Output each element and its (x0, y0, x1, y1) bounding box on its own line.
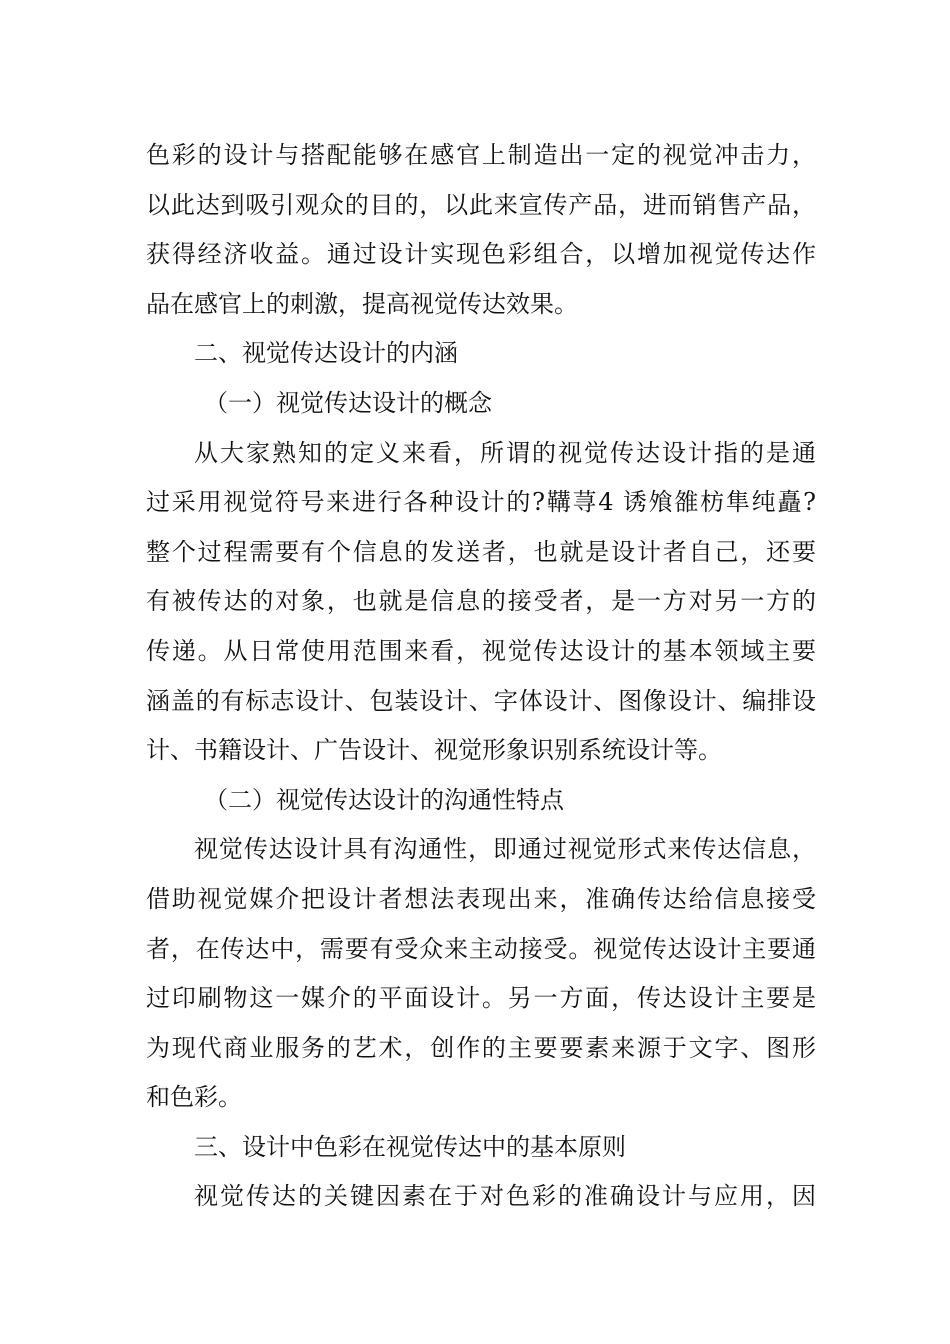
section-heading: 三、设计中色彩在视觉传达中的基本原则 (194, 1132, 626, 1161)
text-line: 过印刷物这一媒介的平面设计。另一方面，传达设计主要是 (146, 984, 816, 1013)
text-line: 视觉传达的关键因素在于对色彩的准确设计与应用，因 (194, 1182, 816, 1211)
section-heading: 二、视觉传达设计的内涵 (194, 339, 458, 368)
text-line: 整个过程需要有个信息的发送者，也就是设计者自己，还要 (146, 537, 816, 566)
text-line: 计、书籍设计、广告设计、视觉形象识别系统设计等。 (146, 736, 722, 765)
text-line: 有被传达的对象，也就是信息的接受者，是一方对另一方的 (146, 587, 816, 616)
text-line: 获得经济收益。通过设计实现色彩组合，以增加视觉传达作 (146, 240, 816, 269)
text-line: 传递。从日常使用范围来看，视觉传达设计的基本领域主要 (146, 636, 816, 665)
text-line: 借助视觉媒介把设计者想法表现出来，准确传达给信息接受 (146, 884, 816, 913)
text-line: 过采用视觉符号来进行各种设计的?鞲荨4 诱飧雒枋隼纯矗? (146, 488, 816, 517)
text-line: 以此达到吸引观众的目的，以此来宣传产品，进而销售产品， (146, 190, 816, 219)
text-line: 从大家熟知的定义来看，所谓的视觉传达设计指的是通 (194, 438, 816, 467)
document-body (146, 131, 816, 1222)
subsection-heading: （一）视觉传达设计的概念 (204, 388, 492, 417)
text-line: 涵盖的有标志设计、包装设计、字体设计、图像设计、编排设 (146, 686, 816, 715)
subsection-heading: （二）视觉传达设计的沟通性特点 (204, 785, 564, 814)
text-line: 者，在传达中，需要有受众来主动接受。视觉传达设计主要通 (146, 934, 816, 963)
text-line: 为现代商业服务的艺术，创作的主要要素来源于文字、图形 (146, 1033, 816, 1062)
text-line: 视觉传达设计具有沟通性，即通过视觉形式来传达信息， (194, 835, 816, 864)
text-line: 和色彩。 (146, 1083, 242, 1112)
text-line: 品在感官上的刺激，提高视觉传达效果。 (146, 289, 578, 318)
text-line: 色彩的设计与搭配能够在感官上制造出一定的视觉冲击力， (146, 141, 816, 169)
